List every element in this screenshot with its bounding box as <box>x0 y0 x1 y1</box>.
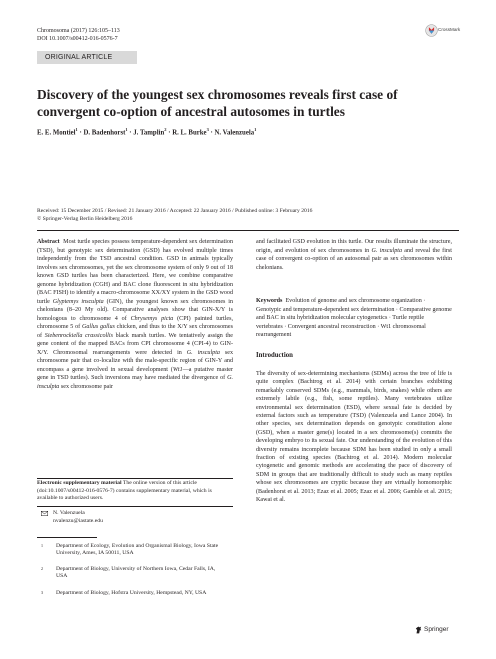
abstract-segment: chicken, and thus to the X/Y sex chromosomes of <box>37 324 233 339</box>
springer-horse-icon <box>415 626 422 634</box>
article-title: Discovery of the youngest sex chromosomes reveals first case of convergent co-option of ancestral autosomes in turtles <box>37 87 398 119</box>
abstract-segment: Most turtle species possess temperature-dependent sex determination (TSD), but genotypic sex determination (GSD) has evolved multiple times independently from the TSD ancestral condition. GSD in animals typically involves sex chromosomes, yet the sex chromosome system of only 9 out of 18 known GSD turtles has been characterized. Here, we combine comparative genome hybridization (CGH) and BAC clone fluorescent in situ hybridization (BAC FISH) to identify a macro-chromosome XX/XY system in the GSD wood turtle <box>37 239 234 305</box>
abstract-segment: sex chromosome pair that co-localize with the male-specific region of GIN-Y and encompass a gene involved in sexual development ( <box>37 349 233 373</box>
crossmark-icon <box>425 24 438 37</box>
affiliation <box>37 566 233 584</box>
affiliation <box>37 590 233 600</box>
species-name: G. insculpta <box>371 247 403 254</box>
email-link[interactable]: nvalenzu@iastate.edu <box>53 517 103 524</box>
author-name[interactable]: D. Badenhorst <box>83 129 126 137</box>
crossmark-label: CrossMark <box>438 27 461 32</box>
author-affiliation-mark: 1 <box>254 127 257 132</box>
author-name[interactable]: J. Tamplin <box>133 129 165 137</box>
abstract-segment: (CPI) painted turtles, chromosome 5 of <box>37 315 233 330</box>
author-affiliation-mark: 1 <box>125 127 128 132</box>
affiliation-number: 1 <box>41 543 43 548</box>
journal-citation: Chromosoma (2017) 126:105–113 <box>37 28 120 34</box>
gene-name: Wt1 <box>172 366 183 373</box>
affiliation-number: 3 <box>41 590 43 595</box>
species-name: Glyptemys insculpta <box>52 298 104 305</box>
author-affiliation-mark: 2 <box>164 127 167 132</box>
author-name[interactable]: N. Valenzuela <box>214 129 255 137</box>
abstract-segment: and reveal the first case of convergent co-option of an autosomal pair as sex chromosomes within chelonians. <box>256 247 452 271</box>
esm-text: The online version of this article (doi:10.1007/s00412-016-0576-7) contains supplementary material, which is available to authorized users. <box>37 480 212 501</box>
affiliation-number: 2 <box>41 566 43 571</box>
introduction-text: The diversity of sex-determining mechanisms (SDMs) across the tree of life is quite complex (Bachtrog et al. 2014) with certain branches exhibiting remarkably conserved SDMs (e.g., mammals, birds, snakes) while others are extremely labile (e.g., fish, some reptiles). Many vertebrates utilize environmental sex determination (ESD), where sexual fate is decided by external factors such as temperature (TSD) (Valenzuela and Lance 2004). In other species, sex determination depends on genotypic constitution alone (GSD), when a master gene(s) located in a sex chromosome(s) commits the developing embryo to its sexual fate. Our understanding of the evolution of this diversity remains incomplete because SDM has been studied in only a small fraction of existing species (Bachtrog et al. 2014). Modern molecular cytogenetic and genomic methods are accelerating the pace of discovery of SDM in groups that are traditionally difficult to study such as many reptiles whose sex chromosomes are cryptic because they are virtually homomorphic (Badenhorst et al. 2013; Ezaz et al. 2005; Ezaz et al. 2006; Gamble et al. 2015; Kawai et al. <box>256 371 452 504</box>
section-heading-introduction: Introduction <box>256 352 293 359</box>
abstract-segment: sex chromosome pair <box>59 383 113 390</box>
journal-meta <box>37 27 120 43</box>
abstract-text <box>37 238 233 391</box>
abstract-segment: (GIN), the youngest known sex chromosomes in chelonians (8–20 My old). Comparative analyses show that GIN-X/Y is homologous to chromosome 4 of <box>37 298 234 322</box>
abstract-column-right <box>256 238 452 272</box>
abstract-column-left <box>37 238 233 391</box>
species-name: Siebenrockiella crassicollis <box>44 332 113 339</box>
copyright-line: © Springer-Verlag Berlin Heidelberg 2016 <box>37 215 133 222</box>
abstract-continuation <box>256 238 452 272</box>
keywords-text: Evolution of genome and sex chromosome organization · Genotypic and temperature-dependent sex determination · Comparative genome and BAC in situ hybridization molecular cytogenetics · Turtle reptile vertebrates · Convergent ancestral reconstruction · Wt1 chromosomal rearrangement <box>256 298 452 338</box>
keywords-label: Keywords <box>256 298 283 304</box>
author-affiliation-mark: 3 <box>206 127 209 132</box>
publisher-logo <box>415 626 460 636</box>
keywords <box>256 297 452 340</box>
divider <box>37 506 233 507</box>
author-name[interactable]: E. E. Montiel <box>37 129 76 137</box>
supplementary-note <box>37 480 233 503</box>
affiliation <box>37 543 233 561</box>
species-name: Gallus gallus <box>81 324 115 330</box>
abstract-segment: black marsh turtles. We tentatively assign the gene content of the mapped BACs from CPI chromosome 4 (CPI-4) to GIN-X/Y. Chromosomal rearrangements were detected in <box>37 332 234 356</box>
divider <box>37 230 459 231</box>
author-name[interactable]: R. L. Burke <box>172 129 207 137</box>
divider <box>37 537 97 538</box>
history-dates: Received: 15 December 2015 / Revised: 21 January 2016 / Accepted: 22 January 2016 / Published online: 3 February 2016 <box>37 208 313 214</box>
species-name: G. insculpta <box>186 349 220 356</box>
species-name: G. insculpta <box>37 375 233 390</box>
author-list: E. E. Montiel$^1$ · D. Badenhorst$^1$ · J. Tamplin$^2$ · R. L. Burke$^3$ · N. Valenzuela$^1$ <box>37 127 257 137</box>
affiliation-text: Department of Biology, Hofstra University, Hempstead, NY, USA <box>56 590 207 596</box>
doi[interactable]: DOI 10.1007/s00412-016-0576-7 <box>37 36 118 42</box>
abstract-segment: —a putative master gene in TSD turtles). Such inversions may have mediated the divergence of <box>37 366 234 381</box>
author-affiliation-mark: 1 <box>75 127 78 132</box>
publisher-name: Springer <box>424 626 449 633</box>
corresponding-author: N. Valenzuela <box>53 510 85 516</box>
affiliation-text: Department of Ecology, Evolution and Organismal Biology, Iowa State University, Ames, IA 50011, USA <box>56 543 219 557</box>
abstract-label: Abstract <box>37 239 60 245</box>
publication-dates <box>37 208 457 223</box>
affiliation-text: Department of Biology, University of Northern Iowa, Cedar Falls, IA, USA <box>56 566 216 580</box>
abstract-segment: and facilitated GSD evolution in this turtle. Our results illuminate the structure, origin, and evolution of sex chromosomes in <box>256 239 452 254</box>
envelope-icon <box>41 511 48 516</box>
esm-label: Electronic supplementary material <box>37 480 122 486</box>
article-type-label: ORIGINAL ARTICLE <box>37 51 137 64</box>
divider <box>37 478 233 479</box>
crossmark-badge[interactable] <box>425 24 461 48</box>
species-name: Chrysemys picta <box>130 315 174 322</box>
